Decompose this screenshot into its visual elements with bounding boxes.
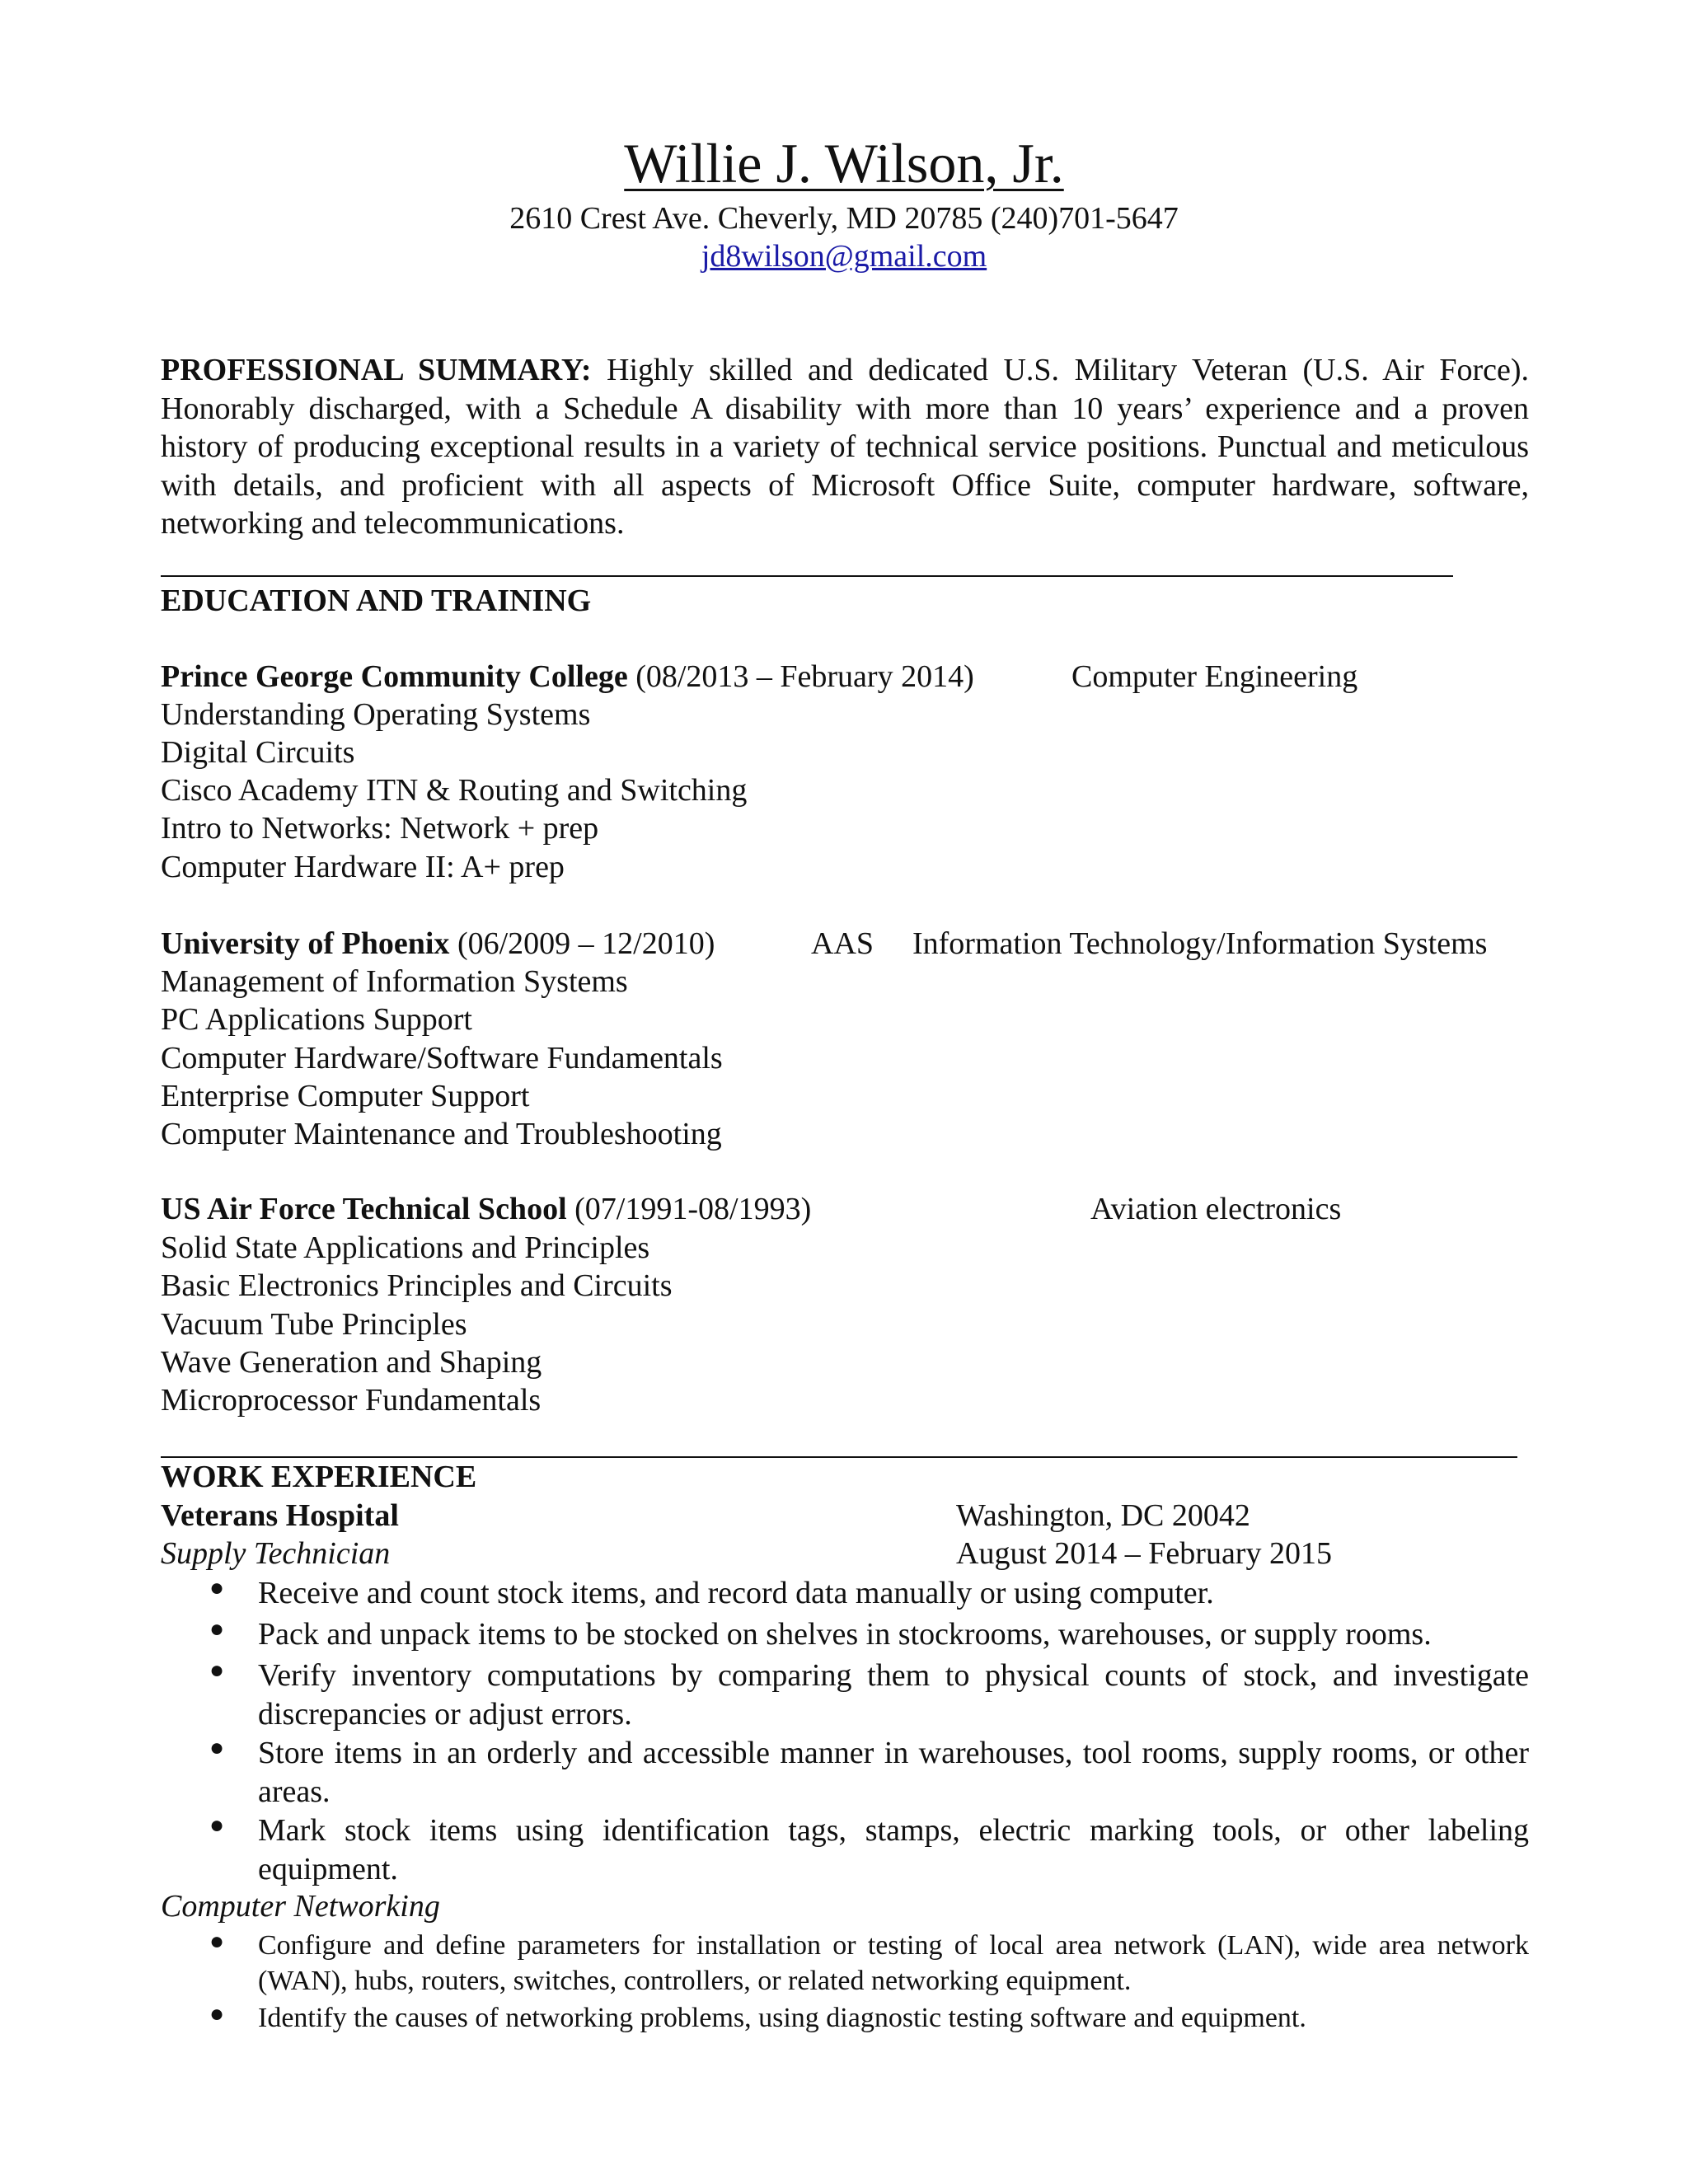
course-item: Computer Hardware II: A+ prep — [161, 850, 565, 884]
bullet-icon: ● — [209, 1657, 225, 1684]
school-entry — [161, 658, 974, 696]
candidate-name: Willie J. Wilson, Jr. — [624, 132, 1064, 194]
school-dates: (07/1991-08/1993) — [574, 1192, 812, 1226]
duty-item: Configure and define parameters for installation or testing of local area network (LAN), wide area network (WAN), hubs, routers, switches, controllers, or related networking equipment. — [258, 1930, 1529, 1996]
course-item: Enterprise Computer Support — [161, 1079, 530, 1113]
course-item: PC Applications Support — [161, 1002, 472, 1037]
bullet-icon: ● — [209, 2000, 225, 2027]
section-divider — [161, 575, 1453, 577]
duty-item: Mark stock items using identification tags, stamps, electric marking tools, or other labeling equipment. — [258, 1813, 1529, 1886]
employer-name: Veterans Hospital — [161, 1498, 399, 1533]
school-field: Information Technology/Information Systems — [912, 926, 1488, 961]
school-name: US Air Force Technical School — [161, 1192, 567, 1226]
school-entry — [161, 1190, 811, 1228]
summary-label: PROFESSIONAL SUMMARY: — [161, 353, 592, 387]
course-item: Solid State Applications and Principles — [161, 1230, 650, 1265]
course-item: Cisco Academy ITN & Routing and Switching — [161, 773, 748, 808]
school-degree: AAS — [811, 926, 874, 961]
school-entry — [161, 925, 715, 963]
school-field: Aviation electronics — [1090, 1192, 1342, 1226]
bullet-icon: ● — [209, 1734, 225, 1761]
course-item: Digital Circuits — [161, 735, 355, 770]
education-heading: EDUCATION AND TRAINING — [161, 583, 592, 618]
school-name: Prince George Community College — [161, 659, 628, 694]
course-item: Intro to Networks: Network + prep — [161, 811, 599, 846]
school-dates: (06/2009 – 12/2010) — [457, 926, 715, 961]
course-item: Computer Maintenance and Troubleshooting — [161, 1117, 722, 1151]
bullet-icon: ● — [209, 1615, 225, 1643]
email-link[interactable]: jd8wilson@gmail.com — [701, 239, 987, 274]
contact-line: 2610 Crest Ave. Cheverly, MD 20785 (240)701-5647 — [509, 201, 1179, 236]
duty-item: Pack and unpack items to be stocked on shelves in stockrooms, warehouses, or supply rooms. — [258, 1617, 1432, 1652]
email-line — [0, 237, 1688, 275]
bullet-icon: ● — [209, 1811, 225, 1839]
duty-item: Identify the causes of networking problems, using diagnostic testing software and equipment. — [258, 2003, 1306, 2033]
employer-location: Washington, DC 20042 — [956, 1498, 1250, 1533]
professional-summary — [161, 351, 1529, 543]
school-dates: (08/2013 – February 2014) — [635, 659, 974, 694]
duty-item: Store items in an orderly and accessible manner in warehouses, tool rooms, supply rooms, or other areas. — [258, 1736, 1529, 1809]
school-field: Computer Engineering — [1071, 659, 1358, 694]
bullet-icon: ● — [209, 1928, 225, 1955]
course-item: Vacuum Tube Principles — [161, 1307, 467, 1342]
course-item: Wave Generation and Shaping — [161, 1345, 542, 1380]
job-dates: August 2014 – February 2015 — [956, 1536, 1332, 1571]
course-item: Understanding Operating Systems — [161, 697, 591, 732]
job-subtitle: Computer Networking — [161, 1889, 440, 1924]
course-item: Management of Information Systems — [161, 964, 628, 999]
course-item: Microprocessor Fundamentals — [161, 1383, 542, 1418]
work-heading: WORK EXPERIENCE — [161, 1460, 477, 1494]
school-name: University of Phoenix — [161, 926, 450, 961]
course-item: Basic Electronics Principles and Circuits — [161, 1268, 673, 1303]
duty-item: Verify inventory computations by comparing them to physical counts of stock, and investigate discrepancies or adjust errors. — [258, 1658, 1529, 1732]
bullet-icon: ● — [209, 1574, 225, 1601]
summary-text: Highly skilled and dedicated U.S. Military Veteran (U.S. Air Force). Honorably discharged, with a Schedule A disability with more than 10 years’ experience and a proven history of producing exceptional results in a variety of technical service positions. Punctual and meticulous with details, and proficient with all aspects of Microsoft Office Suite, computer hardware, software, networking and telecommunications. — [161, 353, 1530, 541]
course-item: Computer Hardware/Software Fundamentals — [161, 1041, 723, 1076]
duty-item: Receive and count stock items, and record data manually or using computer. — [258, 1576, 1214, 1610]
job-title: Supply Technician — [161, 1536, 391, 1571]
